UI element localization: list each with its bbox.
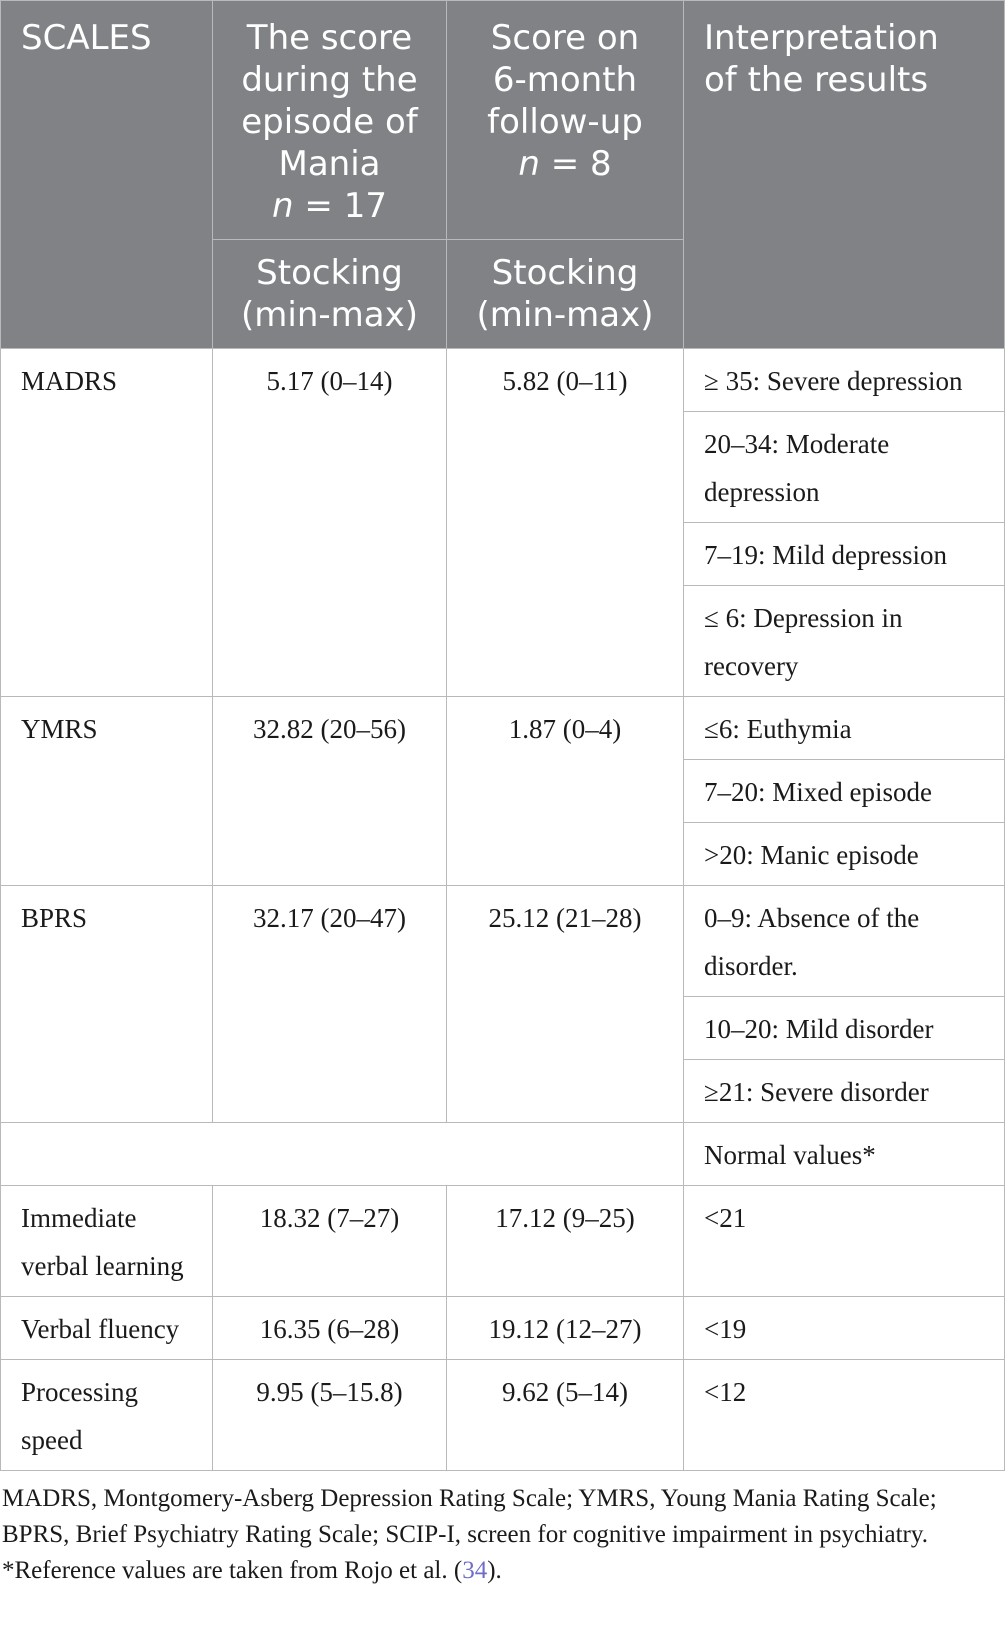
header-row — [1, 1, 1005, 240]
followup-score: 17.12 (9–25) — [447, 1186, 684, 1297]
header-followup-line: 6-month — [492, 60, 638, 100]
subheader-line: (min-max) — [241, 295, 418, 335]
normal-values-label: Normal values* — [684, 1123, 1005, 1186]
header-scales: SCALES — [1, 1, 213, 349]
followup-score: 19.12 (12–27) — [447, 1297, 684, 1360]
header-interp-line: of the results — [704, 60, 929, 100]
header-followup-n: n — [518, 144, 540, 184]
table-row — [1, 1186, 1005, 1297]
episode-score: 5.17 (0–14) — [213, 349, 447, 697]
interpretation-cell: 7–19: Mild depression — [684, 523, 1005, 586]
subheader-line: Stocking — [491, 253, 639, 293]
interpretation-cell: 7–20: Mixed episode — [684, 760, 1005, 823]
footnote-text: ). — [487, 1557, 502, 1584]
subheader-line: (min-max) — [476, 295, 654, 335]
followup-score: 5.82 (0–11) — [447, 349, 684, 697]
table-row — [1, 1360, 1005, 1471]
subheader-followup — [447, 240, 684, 349]
table-row — [1, 1123, 1005, 1186]
header-episode — [213, 1, 447, 240]
footnote-text: *Reference values are taken from Rojo et al. ( — [2, 1557, 463, 1584]
header-followup — [447, 1, 684, 240]
scale-name: BPRS — [1, 886, 213, 1123]
scale-name: Processing speed — [1, 1360, 213, 1471]
episode-score: 32.17 (20–47) — [213, 886, 447, 1123]
footnote-line: BPRS, Brief Psychiatry Rating Scale; SCIP-I, screen for cognitive impairment in psychiatry. — [2, 1521, 929, 1548]
header-interpretation — [684, 1, 1005, 349]
scale-name: Verbal fluency — [1, 1297, 213, 1360]
episode-score: 32.82 (20–56) — [213, 697, 447, 886]
header-interp-line: Interpretation — [704, 18, 939, 58]
interpretation-cell: ≥ 35: Severe depression — [684, 349, 1005, 412]
interpretation-cell: ≥21: Severe disorder — [684, 1060, 1005, 1123]
followup-score: 25.12 (21–28) — [447, 886, 684, 1123]
header-followup-line: Score on — [490, 18, 640, 58]
header-episode-line: during the — [241, 60, 418, 100]
followup-score: 9.62 (5–14) — [447, 1360, 684, 1471]
normal-value: <21 — [684, 1186, 1005, 1297]
reference-link[interactable]: 34 — [462, 1557, 488, 1584]
episode-score: 16.35 (6–28) — [213, 1297, 447, 1360]
table-row — [1, 1297, 1005, 1360]
table-row — [1, 349, 1005, 412]
header-episode-line: The score — [246, 18, 413, 58]
normal-value: <19 — [684, 1297, 1005, 1360]
scale-name: Immediate verbal learning — [1, 1186, 213, 1297]
header-episode-n-value: = 17 — [293, 186, 387, 226]
subheader-line: Stocking — [256, 253, 403, 293]
episode-score: 9.95 (5–15.8) — [213, 1360, 447, 1471]
interpretation-cell: 10–20: Mild disorder — [684, 997, 1005, 1060]
header-followup-n-value: = 8 — [539, 144, 612, 184]
interpretation-cell: ≤ 6: Depression in recovery — [684, 586, 1005, 697]
table-footnote — [0, 1471, 1002, 1589]
footnote-line — [2, 1553, 1002, 1589]
followup-score: 1.87 (0–4) — [447, 697, 684, 886]
footnote-line: MADRS, Montgomery-Asberg Depression Rating Scale; YMRS, Young Mania Rating Scale; — [2, 1485, 937, 1512]
scale-name: YMRS — [1, 697, 213, 886]
interpretation-cell: 0–9: Absence of the disorder. — [684, 886, 1005, 997]
header-episode-n: n — [272, 186, 294, 226]
episode-score: 18.32 (7–27) — [213, 1186, 447, 1297]
empty-cell — [1, 1123, 684, 1186]
table-row — [1, 697, 1005, 760]
scale-name: MADRS — [1, 349, 213, 697]
normal-value: <12 — [684, 1360, 1005, 1471]
subheader-episode — [213, 240, 447, 349]
interpretation-cell: ≤6: Euthymia — [684, 697, 1005, 760]
header-followup-line: follow-up — [487, 102, 643, 142]
interpretation-cell: >20: Manic episode — [684, 823, 1005, 886]
header-episode-line: Mania — [278, 144, 381, 184]
interpretation-cell: 20–34: Moderate depression — [684, 412, 1005, 523]
table-row — [1, 886, 1005, 997]
header-episode-line: episode of — [241, 102, 418, 142]
